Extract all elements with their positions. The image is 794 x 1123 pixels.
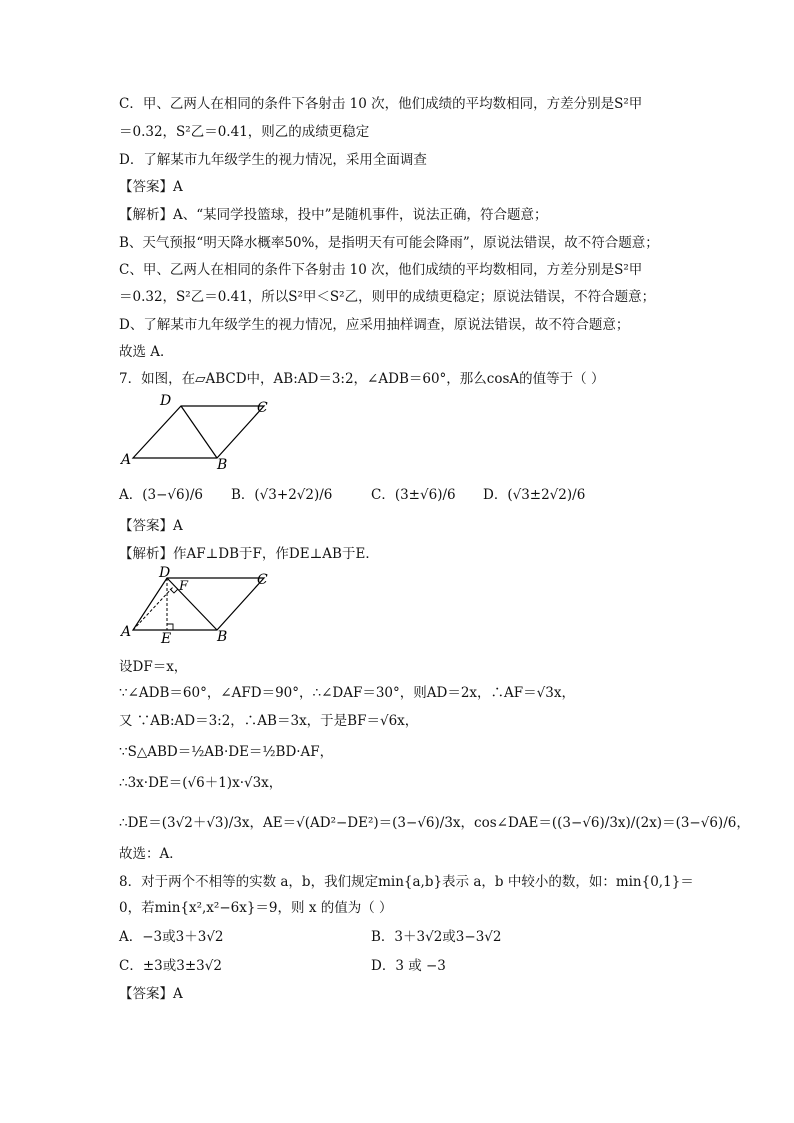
label-b: B [217, 457, 228, 472]
q8-option-c: C．±3或3±3√2 [119, 958, 222, 974]
construction-figure [119, 566, 289, 646]
text-line: C．甲、乙两人在相同的条件下各射击 10 次，他们成绩的平均数相同，方差分别是S²甲 [119, 96, 643, 112]
text-line: B、天气预报“明天降水概率50%，是指明天有可能会降雨”，原说法错误，故不符合题意； [119, 235, 659, 251]
answer-label: 【答案】A [119, 179, 183, 195]
question-7: 7．如图，在▱ABCD中，AB:AD＝3:2，∠ADB＝60°，那么cosA的值等于（ ） [119, 371, 605, 387]
text-line: D．了解某市九年级学生的视力情况，采用全面调查 [119, 152, 427, 168]
q8-option-b: B．3＋3√2或3−3√2 [371, 929, 502, 945]
analysis-line: 【解析】A、“某同学投篮球，投中”是随机事件，说法正确，符合题意； [119, 207, 548, 223]
answer-label: 【答案】A [119, 986, 183, 1002]
solution-step: ∴DE＝(3√2＋√3)/3x，AE＝√(AD²−DE²)＝(3−√6)/3x，cos∠DAE＝((3−√6)/3x)/(2x)＝(3−√6)/6， [119, 815, 750, 831]
diagonal-db [181, 406, 217, 458]
parallelogram-outline [133, 578, 264, 630]
q8-option-a: A．−3或3＋3√2 [119, 929, 224, 945]
right-angle-mark-f [170, 589, 178, 593]
label-d: D [159, 566, 171, 581]
q7-option-c: C．(3±√6)/6 [371, 487, 456, 503]
label-a: A [121, 452, 132, 468]
text-line: ＝0.32，S²乙＝0.41，所以S²甲＜S²乙，则甲的成绩更稳定；原说法错误，不符合题意； [119, 289, 656, 305]
solution-step: 故选：A． [119, 846, 183, 862]
q8-option-d: D．3 或 −3 [371, 958, 446, 974]
solution-step: 又 ∵AB:AD＝3:2，∴AB＝3x，于是BF＝√6x， [119, 713, 419, 729]
label-b: B [217, 629, 228, 645]
label-c: C [257, 400, 268, 416]
answer-label: 【答案】A [119, 518, 183, 534]
label-a: A [121, 624, 132, 640]
right-angle-mark-e [167, 624, 173, 630]
solution-step: ∴3x·DE＝(√6＋1)x·√3x， [119, 775, 283, 791]
text-line: 故选 A． [119, 344, 174, 360]
q7-option-a: A．(3−√6)/6 [119, 487, 204, 503]
label-e: E [161, 631, 172, 646]
solution-step: ∵S△ABD＝½AB·DE＝½BD·AF， [119, 744, 334, 760]
segment-af [133, 586, 174, 630]
question-8: 8．对于两个不相等的实数 a，b，我们规定min{a,b}表示 a，b 中较小的数，如：min{0,1}＝ [119, 874, 694, 890]
label-d: D [160, 393, 172, 409]
analysis-line: 【解析】作AF⊥DB于F，作DE⊥AB于E． [119, 546, 379, 562]
text-line: ＝0.32，S²乙＝0.41，则乙的成绩更稳定 [119, 124, 370, 140]
q7-option-d: D．(√3±2√2)/6 [483, 487, 586, 503]
label-c: C [257, 572, 268, 588]
solution-step: ∵∠ADB＝60°，∠AFD＝90°，∴∠DAF＝30°，则AD＝2x，∴AF＝√3x， [119, 685, 575, 701]
text-line: C、甲、乙两人在相同的条件下各射击 10 次，他们成绩的平均数相同，方差分别是S²甲 [119, 262, 643, 278]
q7-option-b: B．(√3+2√2)/6 [231, 487, 333, 503]
label-f: F [179, 579, 189, 594]
question-8-continued: 0，若min{x²,x²−6x}＝9，则 x 的值为（ ） [119, 900, 393, 916]
text-line: D、了解某市九年级学生的视力情况，应采用抽样调查，原说法错误，故不符合题意； [119, 317, 630, 333]
solution-step: 设DF＝x， [119, 659, 188, 675]
parallelogram-figure [119, 392, 289, 472]
diagonal-db [167, 578, 217, 630]
